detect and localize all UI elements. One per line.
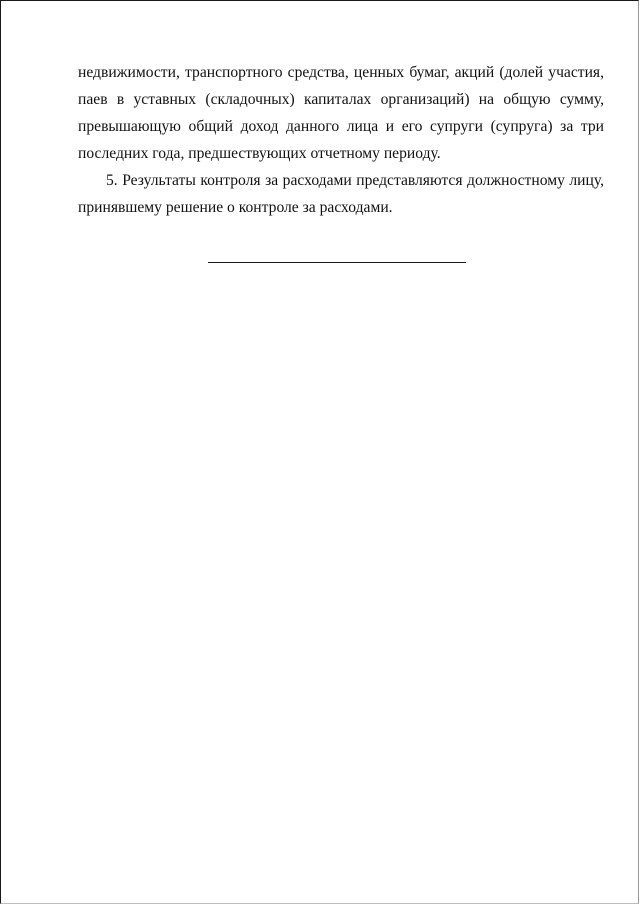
paragraph-line: 5. Результаты контроля за расходами представляются должностному лицу,: [106, 172, 604, 189]
paragraph-line: принявшему решение о контроле за расходами.: [78, 199, 393, 216]
end-separator-line: [208, 262, 466, 263]
paragraph-line: последних года, предшествующих отчетному периоду.: [78, 145, 441, 162]
paragraph-5: [78, 167, 604, 221]
paragraph-line: паев в уставных (складочных) капиталах организаций) на общую сумму,: [78, 91, 604, 108]
paragraph-continuation: [78, 59, 604, 167]
paragraph-line: превышающую общий доход данного лица и его супруги (супруга) за три: [78, 118, 604, 135]
document-body: [78, 59, 604, 221]
paragraph-line: недвижимости, транспортного средства, ценных бумаг, акций (долей участия,: [78, 64, 604, 81]
